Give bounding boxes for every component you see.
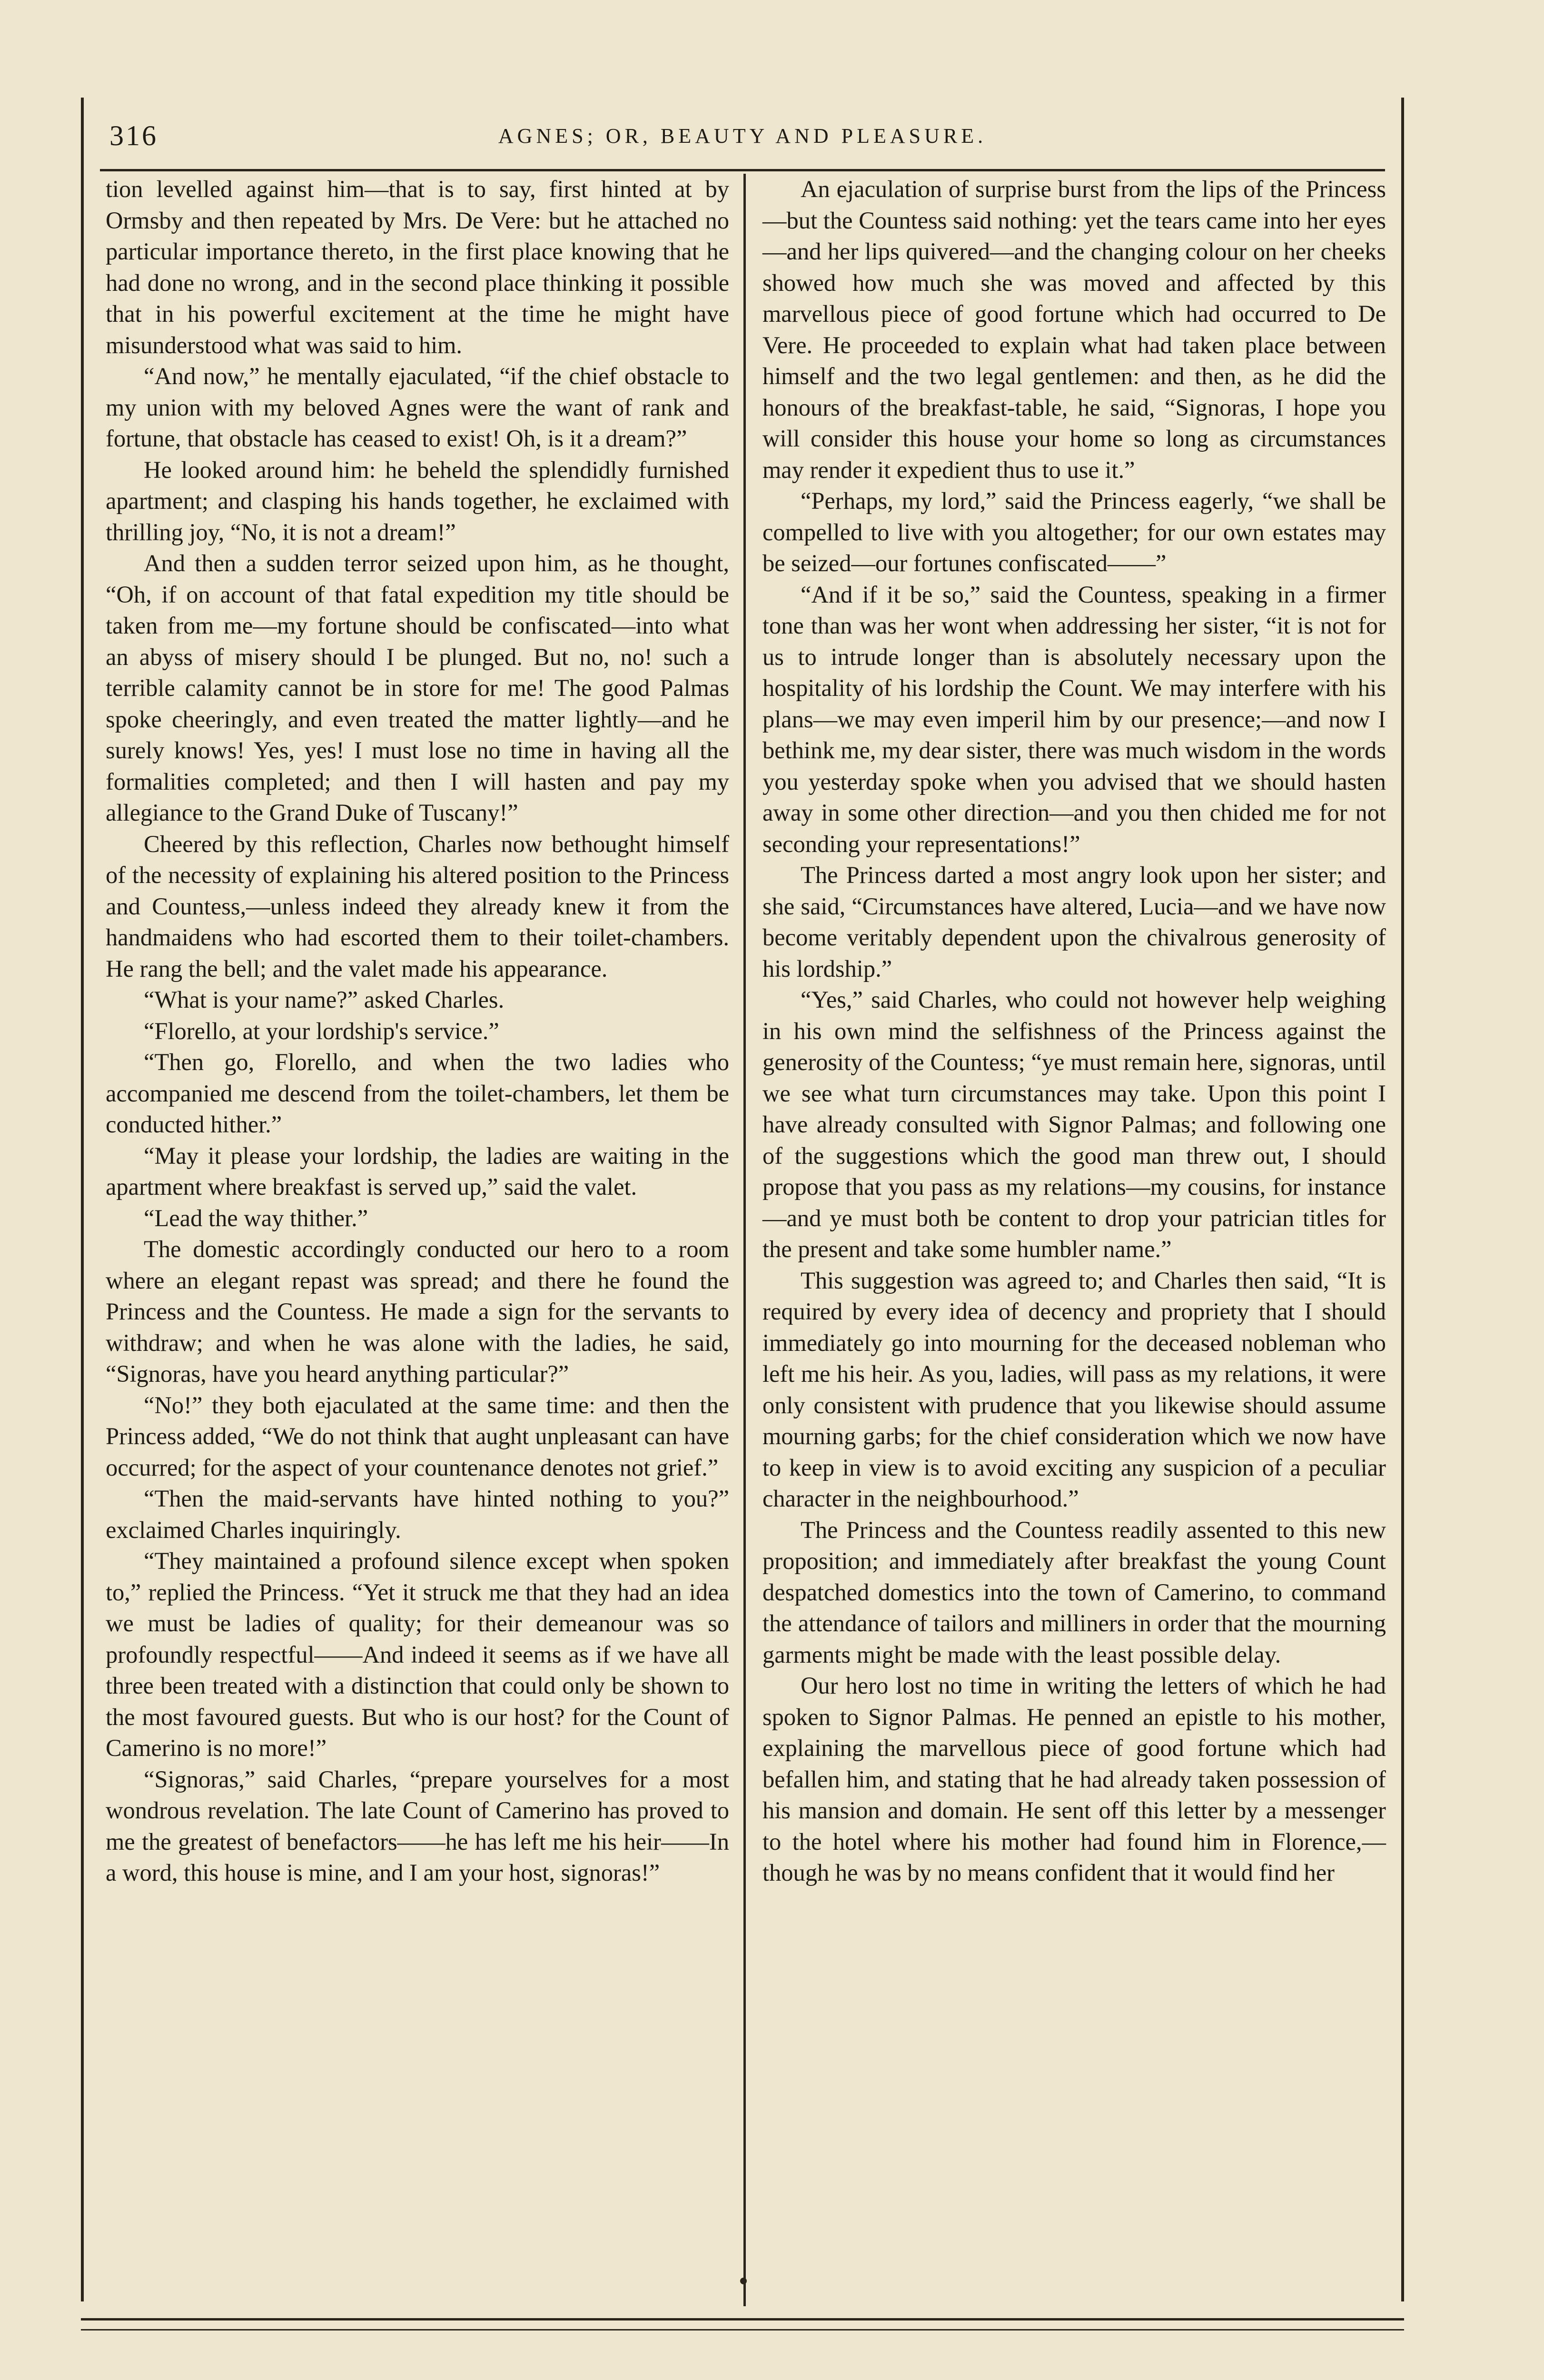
paragraph: “Signoras,” said Charles, “prepare yourselves for a most wondrous revelation. The late Count of Camerino has proved to me the greatest of benefactors——he has left me his heir——In a word, this house is mine, and I am your host, signoras!” [106, 1765, 729, 1886]
footer-rule [81, 2318, 1404, 2320]
column-divider [743, 174, 746, 2306]
paragraph: “No!” they both ejaculated at the same time: and then the Princess added, “We do not think that aught unpleasant can have occurred; for the aspect of your countenance denotes not grief.” [106, 1391, 729, 1481]
paragraph: “Then the maid-servants have hinted nothing to you?” exclaimed Charles inquiringly. [106, 1485, 729, 1543]
right-column [762, 174, 1386, 1889]
header-rule [100, 169, 1385, 171]
paragraph: “Florello, at your lordship's service.” [144, 1017, 499, 1044]
footer-rule-dashed [81, 2329, 1404, 2330]
paragraph: This suggestion was agreed to; and Charles then said, “It is required by every idea of decency and propriety that I should immediately go into mourning for the deceased nobleman who left me his heir. As you, ladies, will pass as my relations, it were only consistent with prudence that you likewise should assume mourning garbs; for the chief consideration which we now have to keep in view is to avoid exciting any suspicion of a peculiar character in the neighbourhood.” [762, 1267, 1386, 1512]
left-column [106, 174, 729, 1889]
book-page [81, 79, 1404, 2380]
paragraph: An ejaculation of surprise burst from the lips of the Princess—but the Countess said nothing: yet the tears came into her eyes—and her lips quivered—and the changing colour on her cheeks showed how much she was moved and affected by this marvellous piece of good fortune which had occurred to De Vere. He proceeded to explain what had taken place between himself and the two legal gentlemen: and then, as he did the honours of the breakfast-table, he said, “Signoras, I hope you will consider this house your home so long as circumstances may render it expedient thus to use it.” [762, 176, 1386, 483]
paragraph: “Then go, Florello, and when the two ladies who accompanied me descend from the toilet-chambers, let them be conducted hither.” [106, 1049, 729, 1138]
paragraph: tion levelled against him—that is to say, first hinted at by Ormsby and then repeated by Mrs. De Vere: but he attached no particular importance thereto, in the first place knowing that he had done no wrong, and in the second place thinking it possible that in his powerful excitement at the time he might have misunderstood what was said to him. [106, 176, 729, 358]
paragraph: “Yes,” said Charles, who could not however help weighing in his own mind the selfishness of the Princess against the generosity of the Countess; “ye must remain here, signoras, until we see what turn circumstances may take. Upon this point I have already consulted with Signor Palmas; and following one of the suggestions which the good man threw out, I should propose that you pass as my relations—my cousins, for instance—and ye must both be content to drop your patrician titles for the present and take some humbler name.” [762, 986, 1386, 1262]
paragraph: “May it please your lordship, the ladies are waiting in the apartment where breakfast is served up,” said the valet. [106, 1142, 729, 1200]
page-number: 316 [109, 119, 158, 151]
paragraph: And then a sudden terror seized upon him, as he thought, “Oh, if on account of that fatal expedition my title should be taken from me—my fortune should be confiscated—into what an abyss of misery should I be plunged. But no, no! such a terrible calamity cannot be in store for me! The good Palmas spoke cheeringly, and even treated the matter lightly—and he surely knows! Yes, yes! I must lose no time in having all the formalities completed; and then I will hasten and pay my allegiance to the Grand Duke of Tuscany!” [106, 550, 729, 826]
paragraph: The domestic accordingly conducted our hero to a room where an elegant repast was spread; and there he found the Princess and the Countess. He made a sign for the servants to withdraw; and when he was alone with the ladies, he said, “Signoras, have you heard anything particular?” [106, 1236, 729, 1387]
paragraph: The Princess darted a most angry look upon her sister; and she said, “Circumstances have altered, Lucia—and we have now become veritably dependent upon the chivalrous generosity of his lordship.” [762, 862, 1386, 982]
paragraph: He looked around him: he beheld the splendidly furnished apartment; and clasping his hands together, he exclaimed with thrilling joy, “No, it is not a dream!” [106, 456, 729, 545]
paragraph: “And if it be so,” said the Countess, speaking in a firmer tone than was her wont when addressing her sister, “it is not for us to intrude longer than is absolutely necessary upon the hospitality of his lordship the Count. We may interfere with his plans—we may even imperil him by our presence;—and now I bethink me, my dear sister, there was much wisdom in the words you yesterday spoke when you advised that we should hasten away in some other direction—and you then chided me for not seconding your representations!” [762, 581, 1386, 857]
paragraph: Our hero lost no time in writing the letters of which he had spoken to Signor Palmas. He penned an epistle to his mother, explaining the marvellous piece of good fortune which had befallen him, and stating that he had already taken possession of his mansion and domain. He sent off this letter by a messenger to the hotel where his mother had found him in Florence,—though he was by no means confident that it would find her [762, 1672, 1386, 1886]
paragraph: “What is your name?” asked Charles. [144, 986, 505, 1013]
paragraph: “And now,” he mentally ejaculated, “if the chief obstacle to my union with my beloved Agnes were the want of rank and fortune, that obstacle has ceased to exist! Oh, is it a dream?” [106, 363, 729, 452]
footer-ornament-dot [740, 2278, 747, 2284]
page-border-left [81, 98, 84, 2301]
paragraph: “Perhaps, my lord,” said the Princess eagerly, “we shall be compelled to live with you altogether; for our own estates may be seized—our fortunes confiscated——” [762, 487, 1386, 576]
page-header [109, 114, 1376, 157]
page-border-right [1401, 98, 1404, 2301]
paragraph: “Lead the way thither.” [144, 1204, 368, 1231]
paragraph: Cheered by this reflection, Charles now bethought himself of the necessity of explaining his altered position to the Princess and Countess,—unless indeed they already knew it from the handmaidens who had escorted them to their toilet-chambers. He rang the bell; and the valet made his appearance. [106, 830, 729, 982]
paragraph: The Princess and the Countess readily assented to this new proposition; and immediately after breakfast the young Count despatched domestics into the town of Camerino, to command the attendance of tailors and milliners in order that the mourning garments might be made with the least possible delay. [762, 1516, 1386, 1668]
running-head: AGNES; OR, BEAUTY AND PLEASURE. [498, 124, 987, 148]
paragraph: “They maintained a profound silence except when spoken to,” replied the Princess. “Yet it struck me that they had an idea we must be ladies of quality; for their demeanour was so profoundly respectful——And indeed it seems as if we have all three been treated with a distinction that could only be shown to the most favoured guests. But who is our host? for the Count of Camerino is no more!” [106, 1547, 729, 1761]
